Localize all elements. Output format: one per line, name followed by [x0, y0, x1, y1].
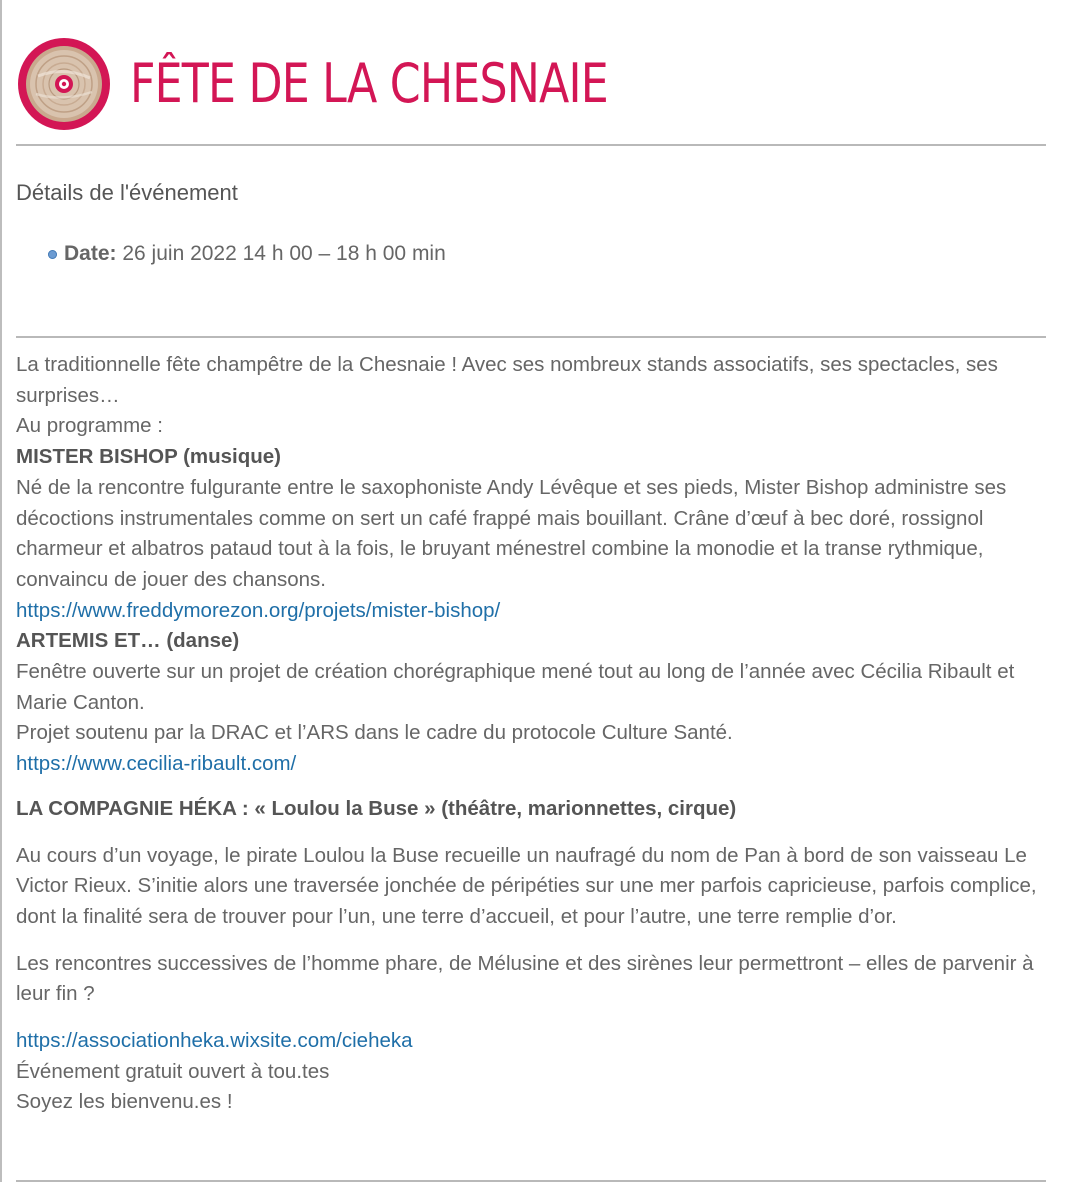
act-title-mister-bishop: MISTER BISHOP (musique) [16, 445, 282, 469]
act-description-artemis: Fenêtre ouverte sur un projet de création chorégraphique mené tout au long de l’année avec Cécilia Ribault et Marie Canton. [16, 660, 1015, 714]
bullet-icon [48, 250, 57, 259]
act-title-heka: LA COMPAGNIE HÉKA : « Loulou la Buse » (théâtre, marionnettes, cirque) [16, 796, 737, 820]
link-cecilia-ribault[interactable]: https://www.cecilia-ribault.com/ [16, 752, 297, 776]
date-label: Date: [64, 242, 117, 265]
event-description [16, 350, 1046, 1118]
act-paragraph-heka-2: Les rencontres successives de l’homme phare, de Mélusine et des sirènes leur permettront – elles de parvenir à leur fin ? [16, 951, 1034, 1006]
wood-slice-logo-icon [16, 36, 112, 132]
act-description-mister-bishop: Né de la rencontre fulgurante entre le saxophoniste Andy Lévêque et ses pieds, Mister Bishop administre ses décoctions instrumentales comme on sert un café frappé mais bouillant. Crâne d’œuf à bec doré, rossignol charmeur et albatros pataud tout à la fois, le bruyant ménestrel combine la monodie et la transe rythmique, convaincu de jouer des chansons. [16, 475, 1007, 591]
act-support-artemis: Projet soutenu par la DRAC et l’ARS dans le cadre du protocole Culture Santé. [16, 721, 733, 745]
page-left-border [0, 0, 2, 1182]
free-event-text: Événement gratuit ouvert à tou.tes [16, 1059, 330, 1083]
date-value: 26 juin 2022 14 h 00 – 18 h 00 min [122, 242, 446, 265]
intro-text: La traditionnelle fête champêtre de la Chesnaie ! Avec ses nombreux stands associatifs, ses spectacles, ses surprises… [16, 353, 998, 407]
event-header [16, 36, 713, 132]
date-list-item [48, 238, 468, 269]
welcome-text: Soyez les bienvenu.es ! [16, 1090, 233, 1114]
link-mister-bishop[interactable]: https://www.freddymorezon.org/projets/mister-bishop/ [16, 598, 501, 622]
programme-heading: Au programme : [16, 414, 163, 438]
page-title: FÊTE DE LA CHESNAIE [130, 52, 608, 115]
act-title-artemis: ARTEMIS ET… (danse) [16, 629, 240, 653]
divider [16, 144, 1046, 146]
date-text [64, 238, 468, 269]
act-paragraph-heka-1: Au cours d’un voyage, le pirate Loulou la Buse recueille un naufragé du nom de Pan à bord de son vaisseau Le Victor Rieux. S’initie alors une traversée jonchée de péripéties sur une mer parfois capricieuse, parfois complice, dont la finalité sera de trouver pour l’un, une terre d’accueil, et pour l’autre, une terre remplie d’or. [16, 843, 1037, 928]
divider [16, 336, 1046, 338]
link-association-heka[interactable]: https://associationheka.wixsite.com/cieheka [16, 1029, 413, 1053]
details-heading: Détails de l'événement [16, 180, 238, 205]
